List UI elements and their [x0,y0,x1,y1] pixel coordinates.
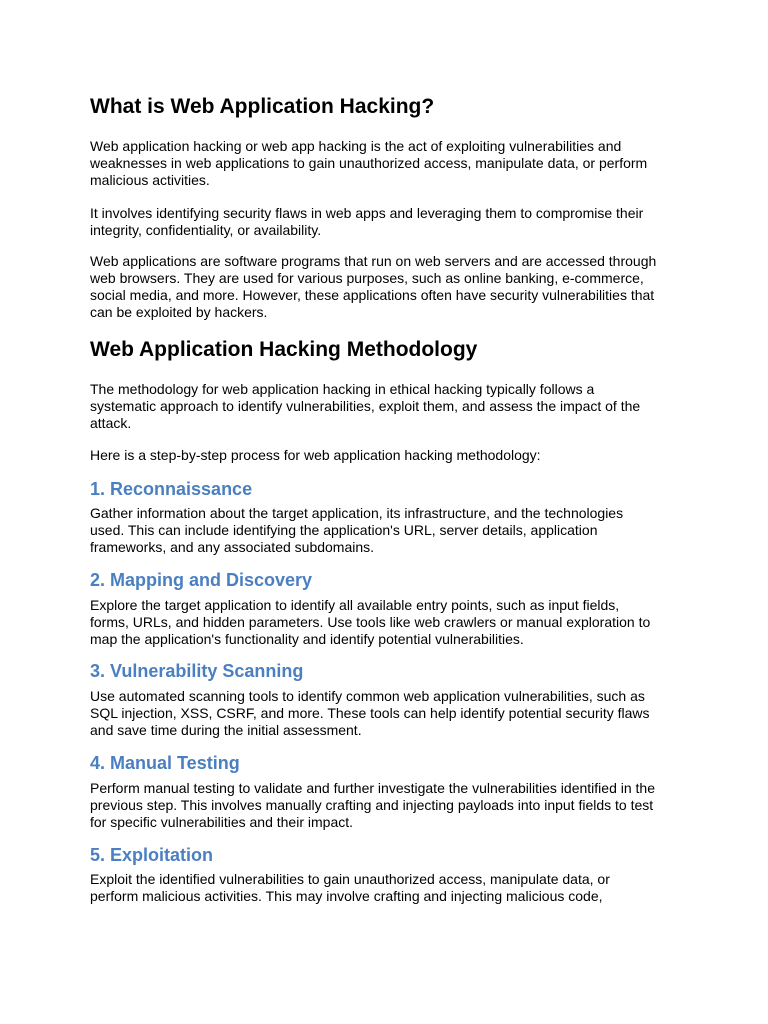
step-heading-exploitation: 5. Exploitation [90,845,214,865]
step-text-manual-testing: Perform manual testing to validate and further investigate the vulnerabilities identified in the previous step. This involves manually crafting and injecting payloads into input fields to test for specific vulnerabilities and their impact. [90,780,655,830]
step-text-exploitation: Exploit the identified vulnerabilities to gain unauthorized access, manipulate data, or perform malicious activities. This may involve crafting and injecting malicious code, [90,871,610,904]
heading-what-is-web-application-hacking: What is Web Application Hacking? [90,95,435,118]
step-heading-manual-testing: 4. Manual Testing [90,753,240,773]
paragraph-security-flaws: It involves identifying security flaws in web apps and leveraging them to compromise their integrity, confidentiality, or availability. [90,205,644,238]
heading-hacking-methodology: Web Application Hacking Methodology [90,338,478,361]
step-text-vulnerability-scanning: Use automated scanning tools to identify common web application vulnerabilities, such as SQL injection, XSS, CSRF, and more. These tools can help identify potential security flaws and save time during the initial assessment. [90,688,650,738]
step-heading-mapping-discovery: 2. Mapping and Discovery [90,570,313,590]
paragraph-definition: Web application hacking or web app hacking is the act of exploiting vulnerabilities and weaknesses in web applications to gain unauthorized access, manipulate data, or perform malicious activities. [90,138,648,188]
step-text-mapping-discovery: Explore the target application to identify all available entry points, such as input fields, forms, URLs, and hidden parameters. Use tools like web crawlers or manual exploration to map the application's functionality and identify potential vulnerabilities. [90,597,651,647]
paragraph-web-applications: Web applications are software programs that run on web servers and are accessed through web browsers. They are used for various purposes, such as online banking, e-commerce, social media, and more. However, these applications often have security vulnerabilities that can be exploited by hackers. [90,253,657,320]
paragraph-step-by-step: Here is a step-by-step process for web application hacking methodology: [90,447,541,463]
step-heading-reconnaissance: 1. Reconnaissance [90,479,253,499]
step-text-reconnaissance: Gather information about the target application, its infrastructure, and the technologies used. This can include identifying the application's URL, server details, application frameworks, and any associated subdomains. [90,505,624,555]
paragraph-methodology-intro: The methodology for web application hacking in ethical hacking typically follows a systematic approach to identify vulnerabilities, exploit them, and assess the impact of the attack. [90,381,641,431]
step-heading-vulnerability-scanning: 3. Vulnerability Scanning [90,661,304,681]
